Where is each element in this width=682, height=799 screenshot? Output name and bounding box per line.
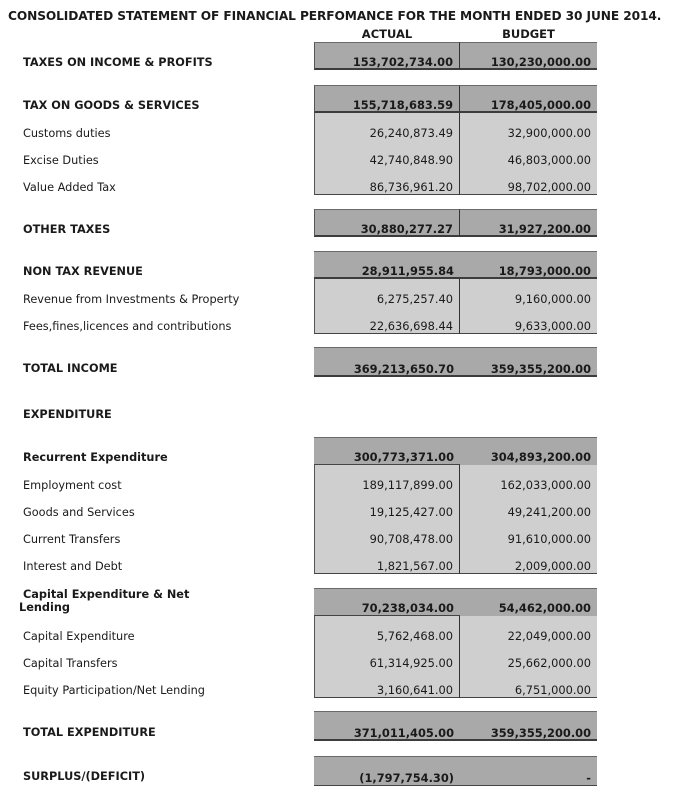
actual-value: 22,636,698.44: [314, 306, 460, 334]
actual-value: 189,117,899.00: [314, 465, 460, 492]
statement-title: CONSOLIDATED STATEMENT OF FINANCIAL PERFOMANCE FOR THE MONTH ENDED 30 JUNE 2014.: [8, 9, 662, 23]
actual-value: 369,213,650.70: [314, 347, 460, 377]
actual-value: 371,011,405.00: [314, 711, 460, 741]
row-label: NON TAX REVENUE: [23, 265, 143, 278]
row-label: OTHER TAXES: [23, 223, 111, 236]
budget-value: -: [460, 756, 597, 786]
row-label: Customs duties: [23, 127, 111, 140]
budget-value: 178,405,000.00: [460, 85, 597, 113]
budget-value: 359,355,200.00: [460, 711, 597, 741]
actual-value: 155,718,683.59: [314, 85, 460, 113]
actual-value: 153,702,734.00: [314, 42, 460, 70]
row-label: TOTAL INCOME: [23, 362, 118, 375]
row-label: Employment cost: [23, 479, 122, 492]
budget-value: 22,049,000.00: [460, 616, 597, 643]
row-label: Excise Duties: [23, 154, 99, 167]
actual-value: 42,740,848.90: [314, 140, 460, 167]
row-label: Capital Transfers: [23, 657, 118, 670]
budget-value: 49,241,200.00: [460, 492, 597, 519]
row-label: Interest and Debt: [23, 560, 123, 573]
row-label: Capital Expenditure & Net: [23, 588, 190, 601]
actual-value: 90,708,478.00: [314, 519, 460, 546]
actual-value: 5,762,468.00: [314, 616, 460, 643]
actual-value: 30,880,277.27: [314, 209, 460, 237]
actual-value: 1,821,567.00: [314, 546, 460, 574]
actual-value: 61,314,925.00: [314, 643, 460, 670]
column-header-actual: ACTUAL: [361, 27, 413, 41]
actual-value: 70,238,034.00: [314, 588, 460, 616]
budget-value: 6,751,000.00: [460, 670, 597, 698]
column-header-budget: BUDGET: [502, 27, 555, 41]
actual-value: 28,911,955.84: [314, 251, 460, 279]
row-label: SURPLUS/(DEFICIT): [23, 770, 146, 783]
row-label: TAX ON GOODS & SERVICES: [23, 99, 200, 112]
actual-value: 86,736,961.20: [314, 167, 460, 195]
budget-value: 98,702,000.00: [460, 167, 597, 195]
budget-value: 9,160,000.00: [460, 279, 597, 306]
row-label: Equity Participation/Net Lending: [23, 684, 205, 697]
actual-value: 26,240,873.49: [314, 113, 460, 140]
budget-value: 162,033,000.00: [460, 465, 597, 492]
row-label: Value Added Tax: [23, 181, 116, 194]
actual-value: (1,797,754.30): [314, 756, 460, 786]
row-label: TOTAL EXPENDITURE: [23, 726, 156, 739]
row-label: Recurrent Expenditure: [23, 451, 168, 464]
row-label-continued: Lending: [19, 601, 70, 614]
row-label: Current Transfers: [23, 533, 121, 546]
row-label: Goods and Services: [23, 506, 135, 519]
budget-value: 46,803,000.00: [460, 140, 597, 167]
actual-value: 300,773,371.00: [314, 437, 460, 465]
budget-value: 130,230,000.00: [460, 42, 597, 70]
budget-value: 359,355,200.00: [460, 347, 597, 377]
row-label: Fees,fines,licences and contributions: [23, 320, 232, 333]
budget-value: 18,793,000.00: [460, 251, 597, 279]
row-label: Revenue from Investments & Property: [23, 293, 240, 306]
budget-value: 9,633,000.00: [460, 306, 597, 334]
row-label: TAXES ON INCOME & PROFITS: [23, 56, 213, 69]
actual-value: 19,125,427.00: [314, 492, 460, 519]
budget-value: 304,893,200.00: [460, 437, 597, 465]
budget-value: 2,009,000.00: [460, 546, 597, 574]
budget-value: 91,610,000.00: [460, 519, 597, 546]
actual-value: 6,275,257.40: [314, 279, 460, 306]
budget-value: 54,462,000.00: [460, 588, 597, 616]
row-label: Capital Expenditure: [23, 630, 135, 643]
budget-value: 31,927,200.00: [460, 209, 597, 237]
section-heading: EXPENDITURE: [23, 408, 112, 421]
budget-value: 25,662,000.00: [460, 643, 597, 670]
actual-value: 3,160,641.00: [314, 670, 460, 698]
budget-value: 32,900,000.00: [460, 113, 597, 140]
